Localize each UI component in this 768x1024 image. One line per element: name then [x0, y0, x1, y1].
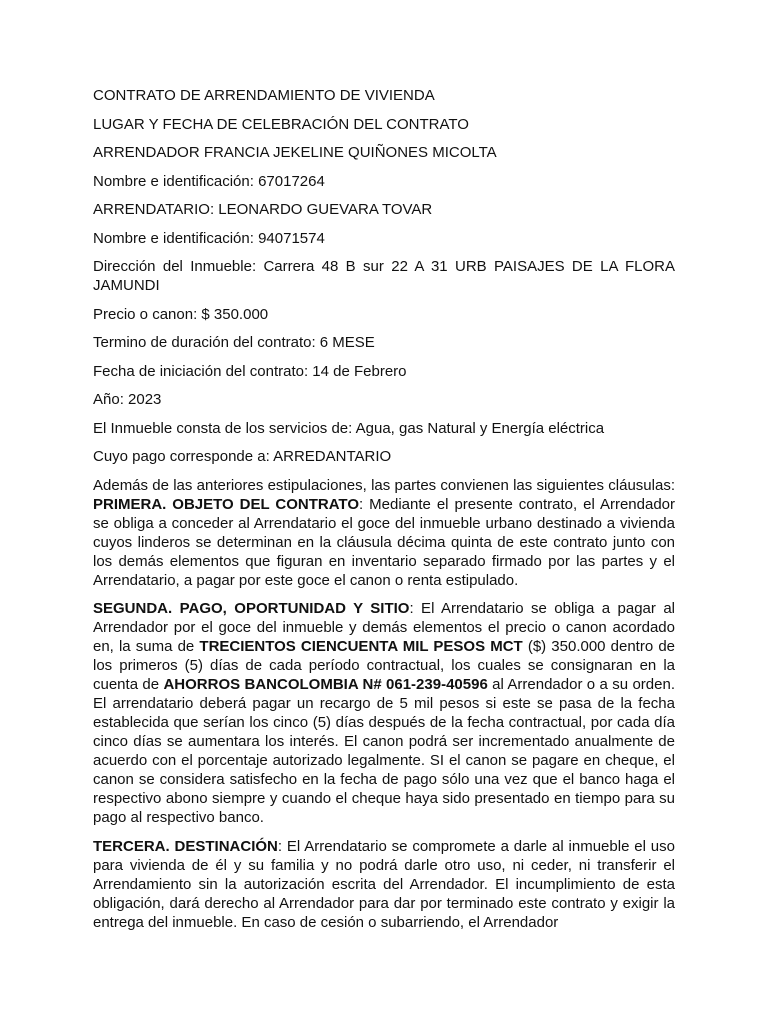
clause-third-title: TERCERA. DESTINACIÓN [93, 837, 278, 855]
lessor-id-line: Nombre e identificación: 67017264 [93, 172, 325, 190]
place-date-heading: LUGAR Y FECHA DE CELEBRACIÓN DEL CONTRATO [93, 115, 469, 133]
lessee-id-line: Nombre e identificación: 94071574 [93, 229, 325, 247]
clause-first-title: PRIMERA. OBJETO DEL CONTRATO [93, 495, 359, 513]
price-line: Precio o canon: $ 350.000 [93, 305, 269, 323]
start-date-line: Fecha de iniciación del contrato: 14 de Febrero [93, 362, 407, 380]
payer-line: Cuyo pago corresponde a: ARREDANTARIO [93, 448, 392, 465]
property-address: Dirección del Inmueble: Carrera 48 B sur 22 A 31 URB PAISAJES DE LA FLORA JAMUNDI [93, 258, 675, 294]
bank-account: AHORROS BANCOLOMBIA N# 061-239-40596 [163, 676, 488, 693]
services-line: El Inmueble consta de los servicios de: Agua, gas Natural y Energía eléctrica [93, 419, 605, 437]
clause-third-paragraph [93, 837, 675, 932]
lessee-line: ARRENDATARIO: LEONARDO GUEVARA TOVAR [93, 201, 433, 218]
clause-first-text: : Mediante el presente contrato, el Arrendador se obliga a conceder al Arrendatario el goce del inmueble urbano destinado a vivienda cuyos linderos se determinan en la cláusula décima quinta de este contrato junto con los demás elementos que figuran en inventario separado firmado por las partes y el Arrendatario, a pagar por este goce el canon o renta estipulado. [93, 495, 675, 589]
clause-third-text: : El Arrendatario se compromete a darle al inmueble el uso para vivienda de él y su familia y no podrá darle otro uso, ni ceder, ni transferir el Arrendamiento sin la autorización escrita del Arrendador. El incumplimiento de esta obligación, dará derecho al Arrendador para dar por terminado este contrato y exigir la entrega del inmueble. En caso de cesión o subarriendo, el Arrendador [93, 837, 675, 931]
clauses-intro: Además de las anteriores estipulaciones, las partes convienen las siguientes cláusulas: [93, 476, 675, 494]
clause-second-text-a: : El Arrendatario se obliga a pagar al Arrendador por el goce del inmueble y demás elementos el precio o canon acordado en, la suma de [93, 600, 675, 655]
clause-second-title: SEGUNDA. PAGO, OPORTUNIDAD Y SITIO [93, 600, 410, 617]
clause-first-paragraph [93, 476, 675, 590]
clause-second-text-c: al Arrendador o a su orden. El arrendatario deberá pagar un recargo de 5 mil pesos si este se pasa de la fecha establecida que serían los cinco (5) días después de la fecha contractual, por cada día cinco días se aumentara los interés. El canon podrá ser incrementado anualmente de acuerdo con el porcentaje autorizado legalmente. SI el canon se pagare en cheque, el canon se considera satisfecho en la fecha de pago sólo una vez que el banco haga el respectivo abono siempre y cuando el cheque haya sido presentado en tiempo para su pago al respectivo banco. [93, 676, 675, 826]
document-title: CONTRATO DE ARRENDAMIENTO DE VIVIENDA [93, 87, 435, 104]
lessor-line: ARRENDADOR FRANCIA JEKELINE QUIÑONES MICOLTA [93, 144, 497, 161]
contract-page [93, 86, 675, 941]
rent-amount-words: TRECIENTOS CIENCUENTA MIL PESOS MCT [199, 638, 523, 655]
year-line: Año: 2023 [93, 391, 162, 408]
clause-second-text-b: ($) 350.000 dentro de los primeros (5) días de cada período contractual, los cuales se consignaran en la cuenta de [93, 638, 675, 693]
clause-second-paragraph [93, 599, 675, 827]
term-line: Termino de duración del contrato: 6 MESE [93, 334, 375, 351]
